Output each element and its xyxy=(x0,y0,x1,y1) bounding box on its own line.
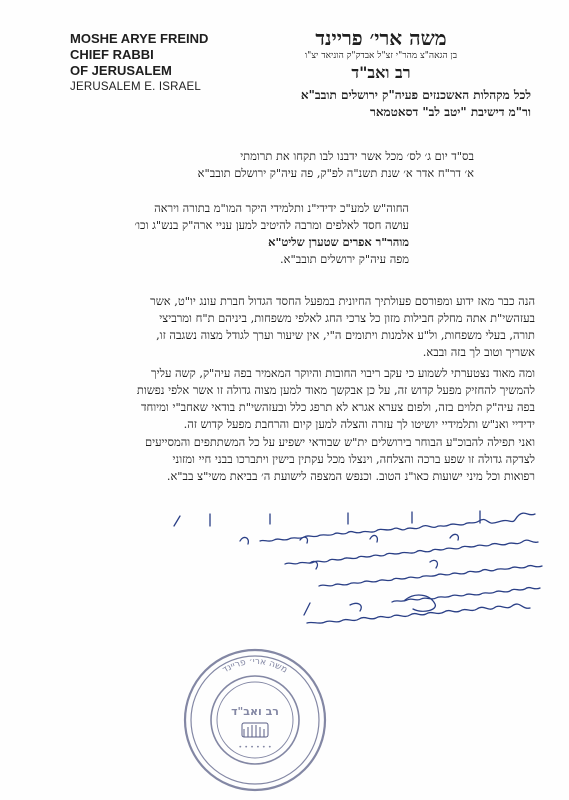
hebrew-name: משה ארי׳ פריינד xyxy=(315,26,447,50)
body-line: הנה כבר מאז ידוע ומפורסם פעולתיך החיונית במפעל החסד הגדול חברת עונג יו"ט, אשר xyxy=(150,294,535,308)
hebrew-lineage: בן הגאה"צ מהר"י זצ"ל אבדק"ק הוניאד יצ"ו xyxy=(304,51,458,61)
english-place: JERUSALEM E. ISRAEL xyxy=(70,81,201,93)
body-line: לצדקה גדולה זו שפע ברכה והצלחה, וינצלו מכל עקתין בישין ויתברכו בבני חיי ומזוני xyxy=(172,452,535,466)
addressee-line4: מפה עיה"ק ירושלים תובב"א. xyxy=(280,252,409,266)
handwritten-signature-note xyxy=(150,508,545,628)
hebrew-community-line1: לכל מקהלות האשכנזים פעיה"ק ירושלים תובב"א xyxy=(300,88,531,102)
english-title-line1: CHIEF RABBI xyxy=(70,47,154,62)
date-line2: א׳ דר"ח אדר א׳ שנת תשנ"ה לפ"ק, פה עיה"ק ירושלם תובב"א xyxy=(197,166,474,180)
body-line: ומה מאוד נצטערתי לשמוע כי עקב ריבוי החובות והיוקר המאמיר בפה עיה"ק, קשה עליך xyxy=(151,366,535,380)
addressee-block xyxy=(59,200,409,268)
body-line: בפה עיה"ק תלוים בזה, ולפום צערא אגרא לא תרפג כלל ובעזהשי"ת בודאי שאחב"י ומיוחד xyxy=(141,400,535,414)
addressee-line1: החוה"ש למע"כ ידידי"נ ותלמידי היקר המו"מ בתורה ויראה xyxy=(154,201,409,215)
body-paragraph-3 xyxy=(35,434,535,485)
body-line: אשריך וטוב לך בזה ובבא. xyxy=(422,345,535,359)
body-line: תורה, בעלי משפחות, ול"ע אלמנות ויתומים ה"י, אין שיעור וערך לגודל מצוה נשגבה זו, xyxy=(156,328,535,342)
svg-text:משה ארי׳ פריינד xyxy=(221,657,289,676)
body-line: ידידיי ואנ"ש ותלמידיי יושיטו לך עזרה והצלה למען קיום והרחבת מפעל קדוש זה. xyxy=(183,417,535,431)
hebrew-letterhead xyxy=(231,26,531,121)
hebrew-community-line2: ור"מ דישיבת "יטב לב" דסאטמאר xyxy=(369,105,531,119)
addressee-line2: עושה חסד לאלפים ומרבה להיטיב למען עניי ארה"ק בנש"ג וכו׳ xyxy=(134,218,409,232)
stamp-outer-text: משה ארי׳ פריינד xyxy=(220,656,289,676)
stamp-emblem-ring: • • • • • • xyxy=(238,743,272,751)
hebrew-title: רב ואב"ד xyxy=(351,63,411,82)
body-line: בעזהשי"ת אתה מחלק חבילות מזון כל צרכי החג לאלפי משפחות, ביניהם ת"ח ומרביצי xyxy=(159,311,535,325)
handwriting-scribbles xyxy=(150,508,545,628)
stamp-seal xyxy=(180,645,330,795)
body-paragraph-1 xyxy=(35,293,535,361)
rabbinical-stamp xyxy=(180,645,330,795)
date-line1: בס"ד יום ג׳ לס׳ מכל אשר ידבנו לבו תקחו את תרומתי xyxy=(240,149,474,163)
body-line: להמשיך להחזיק מפעל קדוש זה, על כן אבקשך מאוד למען מצוה גדולה זו אשר אלפי נפשות xyxy=(136,383,535,397)
english-title-line2: OF JERUSALEM xyxy=(70,63,172,78)
stamp-inner-text: רב ואב"ד xyxy=(231,705,279,718)
addressee-line3: מוהר"ר אפרים שטערן שליט"א xyxy=(268,235,409,249)
body-paragraph-2 xyxy=(35,365,535,433)
body-line: ואני תפילה להבוכ"ע הבוחר בירושלים ית"ש שבודאי ישפיע על כל המשתתפים והמסייעים xyxy=(144,435,535,449)
body-line: רפואות וכל מיני ישועות כאו"נ הטוב. וכנפש המצפה לישועת ה׳ בביאת משי"צ בב"א. xyxy=(166,469,535,483)
english-name: MOSHE ARYE FREIND xyxy=(70,31,209,46)
date-block xyxy=(114,148,474,182)
